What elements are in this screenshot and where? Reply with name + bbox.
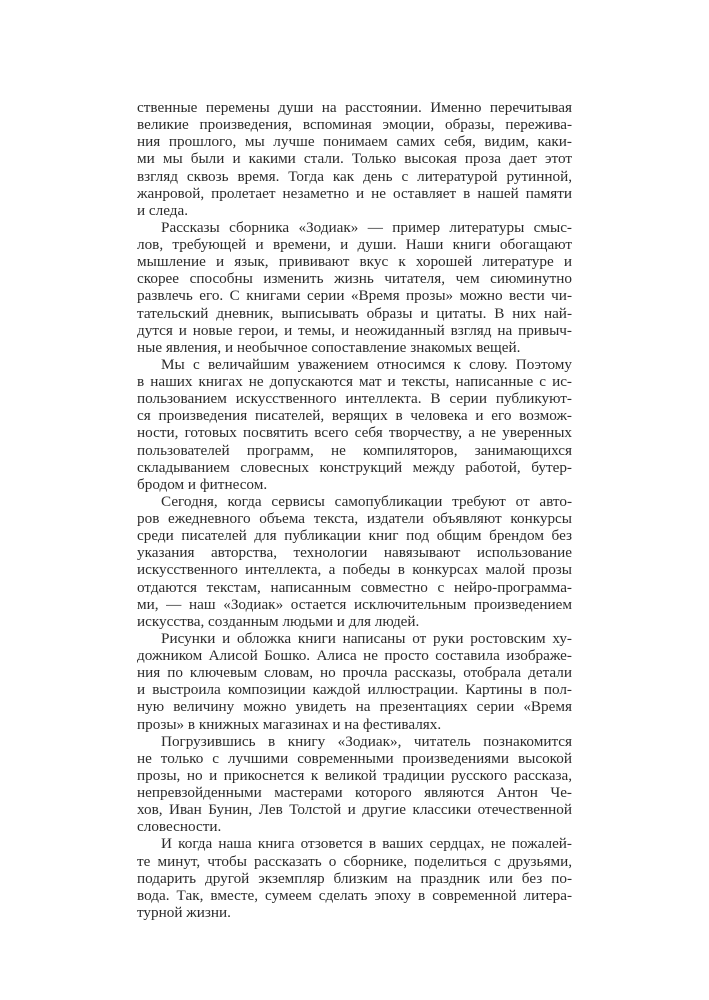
text-line: дутся и новые герои, и темы, и неожиданный взгляд на привыч-: [137, 321, 572, 339]
paragraph: [137, 630, 572, 733]
text-line: ся произведения писателей, верящих в человека и его возмож-: [137, 407, 572, 425]
text-line: ров ежедневного объема текста, издатели объявляют конкурсы: [137, 510, 572, 527]
text-line: ния прошлого, мы лучше понимаем самих себя, видим, каки-: [137, 133, 572, 151]
paragraph: [137, 493, 572, 630]
paragraph: [137, 733, 572, 836]
text-line: прозы, но и прикоснется к великой традиции русского рассказа,: [137, 766, 572, 784]
text-line: и выстроила композиции каждой иллюстрации. Картины в пол-: [137, 681, 572, 699]
text-line: среди писателей для публикации книг под общим брендом без: [137, 527, 572, 545]
text-line: хов, Иван Бунин, Лев Толстой и другие классики отечественной: [137, 801, 572, 819]
text-line: пользователей программ, не компиляторов, занимающихся: [137, 441, 572, 459]
text-line: и следа.: [137, 201, 189, 219]
text-line: скорее способны изменить жизнь читателя, чем сиюминутно: [137, 270, 572, 288]
text-line: прозы» в книжных магазинах и на фестивалях.: [137, 715, 442, 733]
text-line: отдаются текстам, написанным совместно с нейро-программа-: [137, 578, 572, 596]
text-line: ния по ключевым словам, но прочла рассказы, отобрала детали: [137, 664, 572, 682]
text-line: пользованием искусственного интеллекта. В серии публикуют-: [137, 390, 572, 408]
text-line: ную величину можно увидеть на презентациях серии «Время: [137, 698, 572, 716]
text-line: непревзойденными мастерами которого являются Антон Че-: [137, 784, 572, 801]
text-line: вода. Так, вместе, сумеем сделать эпоху в современной литера-: [137, 886, 572, 904]
text-line: Рассказы сборника «Зодиак» — пример литературы смыс-: [161, 218, 572, 236]
text-line: те минут, чтобы рассказать о сборнике, поделиться с друзьями,: [137, 852, 572, 870]
text-line: ные явления, и необычное сопоставление знакомых вещей.: [137, 338, 521, 356]
text-line: Мы с величайшим уважением относимся к слову. Поэтому: [161, 355, 572, 373]
text-line: Погрузившись в книгу «Зодиак», читатель познакомится: [161, 732, 572, 750]
text-line: взгляд сквозь время. Тогда как день с литературой рутинной,: [137, 167, 572, 185]
text-line: лов, требующей и времени, и души. Наши книги обогащают: [137, 236, 572, 253]
text-line: тательский дневник, выписывать образы и цитаты. В них най-: [137, 304, 572, 322]
paragraph: [137, 99, 572, 219]
text-line: турной жизни.: [137, 903, 231, 921]
text-line: складыванием словесных конструкций между работой, бутер-: [137, 458, 572, 476]
text-line: ности, готовых посвятить всего себя творчеству, а не уверенных: [137, 424, 572, 442]
book-page-text: [137, 99, 572, 921]
text-line: бродом и фитнесом.: [137, 475, 268, 493]
text-line: великие произведения, вспоминая эмоции, образы, пережива-: [137, 116, 572, 134]
text-line: И когда наша книга отзовется в ваших сердцах, не пожалей-: [161, 835, 572, 853]
text-line: ственные перемены души на расстоянии. Именно перечитывая: [137, 99, 572, 116]
text-line: мышление и язык, прививают вкус к хорошей литературе и: [137, 253, 572, 271]
text-line: ми, — наш «Зодиак» остается исключительным произведением: [137, 595, 572, 613]
text-line: подарить другой экземпляр близким на праздник или без по-: [137, 869, 572, 887]
text-line: дожником Алисой Бошко. Алиса не просто составила изображе-: [137, 647, 572, 664]
text-line: словесности.: [137, 818, 222, 836]
text-line: развлечь его. С книгами серии «Время прозы» можно вести чи-: [137, 287, 572, 305]
paragraph: [137, 835, 572, 921]
paragraph: [137, 219, 572, 356]
text-line: Сегодня, когда сервисы самопубликации требуют от авто-: [161, 492, 572, 510]
text-line: ми мы были и какими стали. Только высокая проза дает этот: [137, 150, 572, 168]
paragraph: [137, 356, 572, 493]
text-line: в наших книгах не допускаются мат и тексты, написанные с ис-: [137, 373, 572, 390]
text-line: искусственного интеллекта, а победы в конкурсах малой прозы: [137, 561, 572, 579]
text-line: искусства, созданным людьми и для людей.: [137, 612, 420, 630]
text-line: Рисунки и обложка книги написаны от руки ростовским ху-: [161, 629, 572, 647]
text-line: жанровой, пролетает незаметно и не оставляет в нашей памяти: [137, 184, 572, 202]
text-line: указания авторства, технологии навязывают использование: [137, 544, 572, 562]
text-line: не только с лучшими современными произведениями высокой: [137, 749, 572, 767]
